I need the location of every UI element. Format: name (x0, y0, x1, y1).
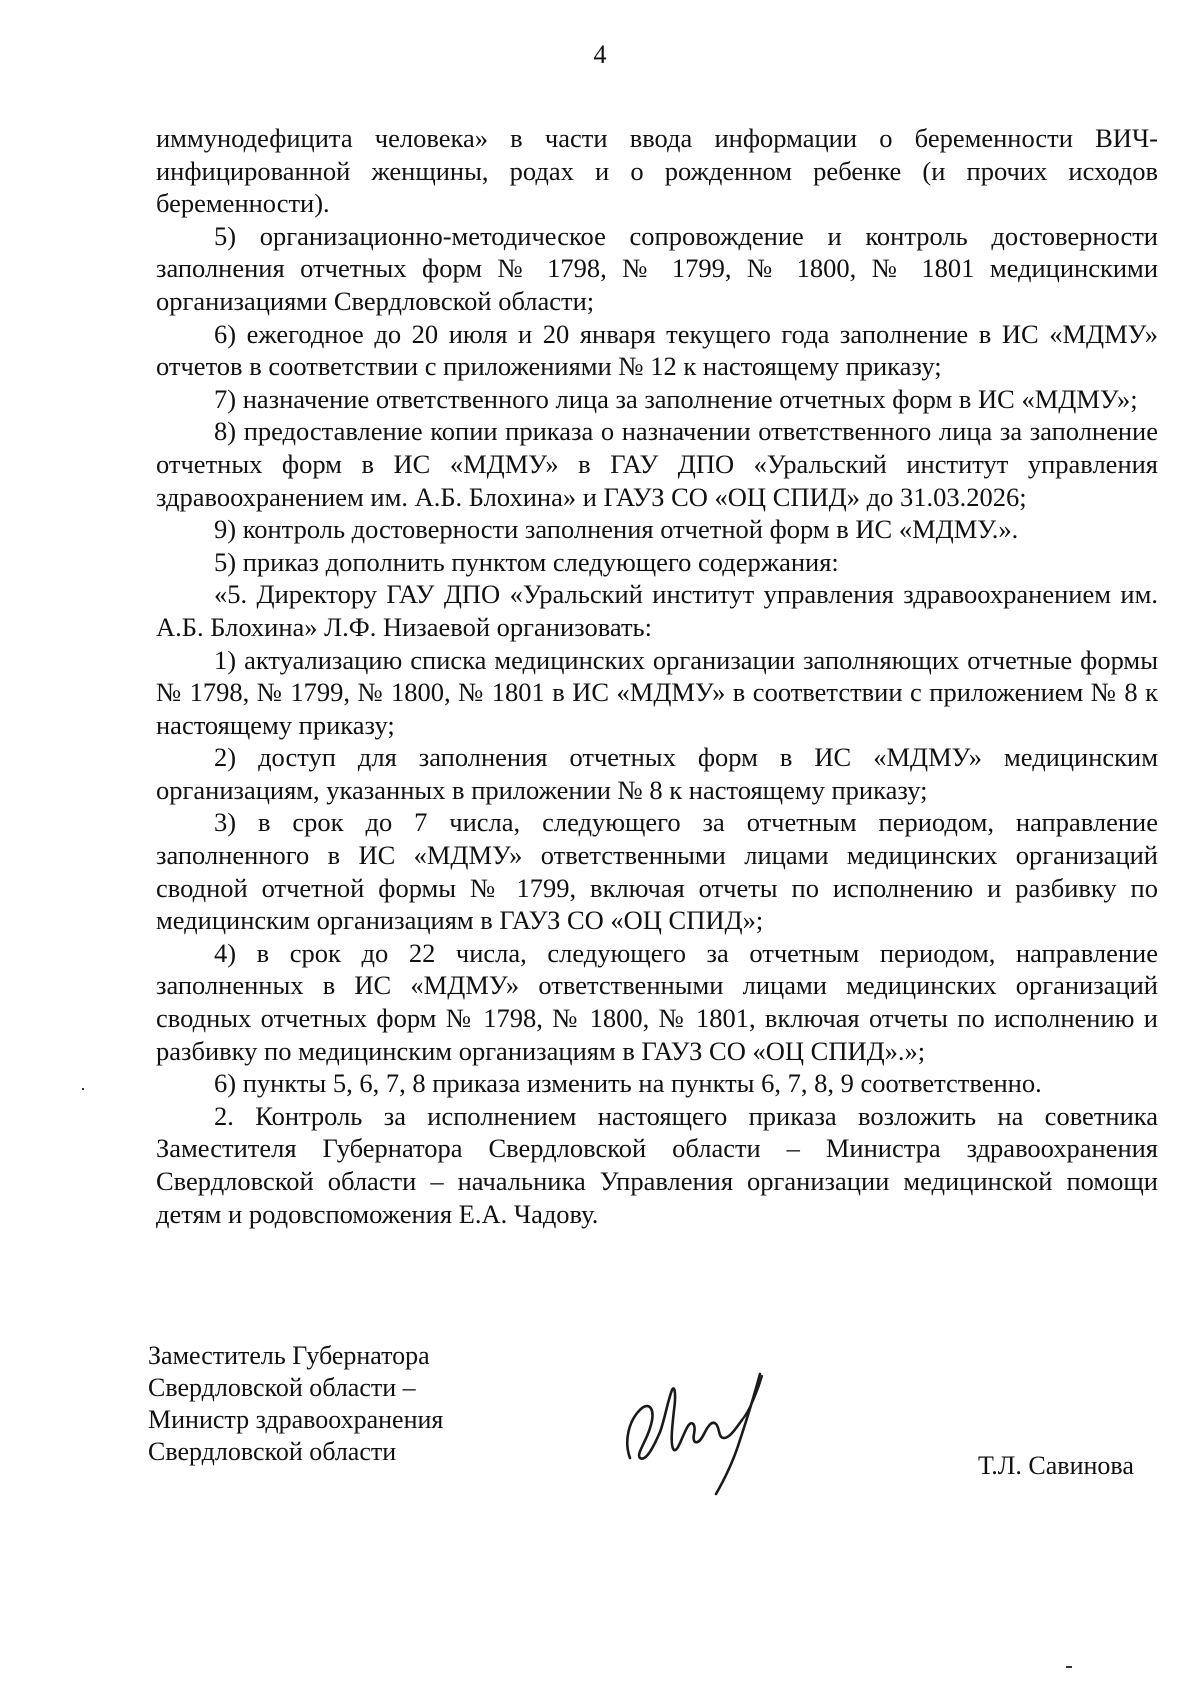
paragraph-subitem-2: 2) доступ для заполнения отчетных форм в ИС «МДМУ» медицинским организациям, указанных в приложении № 8 к настоящему приказу; (156, 742, 1158, 805)
page-number: 4 (593, 40, 607, 69)
scan-speck (82, 1088, 84, 1090)
signatory-position-line: Свердловской области – (148, 1373, 416, 1402)
signatory-position-line: Заместитель Губернатора (148, 1341, 430, 1370)
paragraph-amendment-6: 6) пункты 5, 6, 7, 8 приказа изменить на пункты 6, 7, 8, 9 соответственно. (214, 1068, 1042, 1099)
paragraph-subitem-4: 4) в срок до 22 числа, следующего за отчетным периодом, направление заполненных в ИС «МДМУ» ответственными лицами медицинских организаций сводных отчетных форм № 1798, № 1800, № 1801, включая отчеты по исполнению и разбивку по медицинским организациям в ГАУЗ СО «ОЦ СПИД».»; (156, 937, 1158, 1066)
scan-speck (1066, 1666, 1072, 1668)
paragraph-item-6: 6) ежегодное до 20 июля и 20 января текущего года заполнение в ИС «МДМУ» отчетов в соответствии с приложениями № 12 к настоящему приказу; (156, 318, 1158, 382)
paragraph-control-2: 2. Контроль за исполнением настоящего приказа возложить на советника Заместителя Губернатора Свердловской области – Министра здравоохранения Свердловской области – начальника Управления организации медицинской помощи детям и родовспоможения Е.А. Чадову. (156, 1100, 1158, 1229)
signatory-position (148, 1340, 443, 1468)
paragraph-item-7: 7) назначение ответственного лица за заполнение отчетных форм в ИС «МДМУ»; (214, 383, 1138, 414)
handwritten-signature (620, 1350, 780, 1500)
signatory-position-line: Министр здравоохранения (148, 1405, 444, 1434)
paragraph-continuation: иммунодефицита человека» в части ввода информации о беременности ВИЧ-инфицированной женщины, родах и о рожденном ребенке (и прочих исходов беременности). (156, 123, 1158, 219)
document-body (156, 122, 1158, 1230)
signer-name: Т.Л. Савинова (978, 1451, 1134, 1480)
paragraph-item-9: 9) контроль достоверности заполнения отчетной форм в ИС «МДМУ.». (214, 514, 1019, 545)
paragraph-item-8: 8) предоставление копии приказа о назначении ответственного лица за заполнение отчетных форм в ИС «МДМУ» в ГАУ ДПО «Уральский институт управления здравоохранением им. А.Б. Блохина» и ГАУЗ СО «ОЦ СПИД» до 31.03.2026; (156, 416, 1158, 512)
paragraph-new-point-5: «5. Директору ГАУ ДПО «Уральский институт управления здравоохранением им. А.Б. Блохина» Л.Ф. Низаевой организовать: (156, 579, 1158, 642)
paragraph-amendment-5: 5) приказ дополнить пунктом следующего содержания: (214, 546, 839, 577)
paragraph-subitem-1: 1) актуализацию списка медицинских организации заполняющих отчетные формы № 1798, № 1799, № 1800, № 1801 в ИС «МДМУ» в соответствии с приложением № 8 к настоящему приказу; (156, 644, 1158, 740)
paragraph-subitem-3: 3) в срок до 7 числа, следующего за отчетным периодом, направление заполненного в ИС «МДМУ» ответственными лицами медицинских организаций сводной отчетной формы № 1799, включая отчеты по исполнению и разбивку по медицинским организациям в ГАУЗ СО «ОЦ СПИД»; (156, 807, 1158, 936)
paragraph-item-5: 5) организационно-методическое сопровождение и контроль достоверности заполнения отчетных форм № 1798, № 1799, № 1800, № 1801 медицинскими организациями Свердловской области; (156, 220, 1158, 316)
signatory-position-line: Свердловской области (148, 1437, 397, 1466)
